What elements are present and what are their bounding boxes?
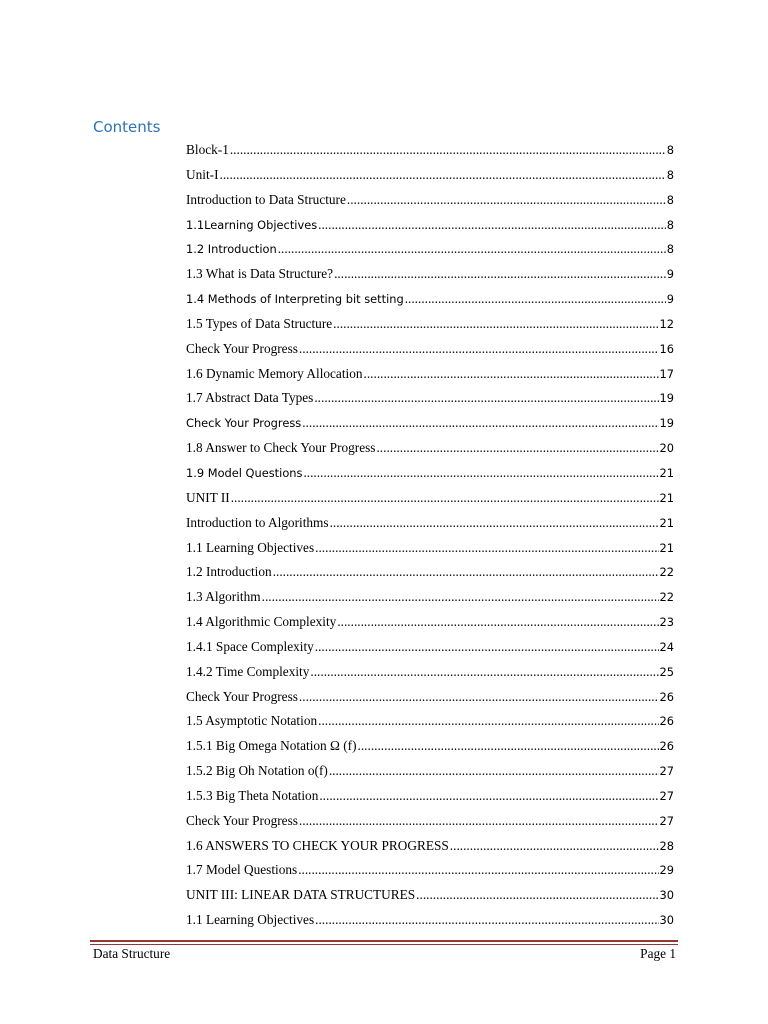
toc-entry[interactable] bbox=[186, 908, 674, 933]
toc-dot-leader bbox=[358, 734, 659, 759]
toc-entry-title: Block-1 bbox=[186, 142, 229, 157]
footer-document-title: Data Structure bbox=[93, 946, 171, 961]
toc-entry-title: 1.7 Abstract Data Types bbox=[186, 390, 314, 406]
toc-entry-page: 28 bbox=[659, 838, 674, 853]
toc-entry[interactable] bbox=[186, 436, 674, 461]
toc-entry[interactable] bbox=[186, 188, 674, 213]
toc-entry-title: 1.5.3 Big Theta Notation bbox=[186, 787, 319, 803]
toc-entry-page: 25 bbox=[659, 664, 674, 679]
toc-entry-title: Check Your Progress bbox=[186, 340, 298, 356]
toc-dot-leader bbox=[364, 362, 659, 387]
toc-entry-page: 8 bbox=[666, 217, 674, 232]
toc-entry[interactable] bbox=[186, 337, 674, 362]
toc-entry-title: Check Your Progress bbox=[186, 812, 298, 828]
toc-entry[interactable] bbox=[186, 237, 674, 262]
toc-entry-page: 16 bbox=[659, 341, 674, 356]
toc-entry-title: Check Your Progress bbox=[186, 416, 302, 431]
footer-rule-thin bbox=[90, 944, 678, 945]
toc-entry[interactable] bbox=[186, 486, 674, 511]
toc-entry[interactable] bbox=[186, 163, 674, 188]
footer-rule-thick bbox=[90, 940, 678, 942]
toc-entry-title: UNIT II bbox=[186, 489, 230, 505]
toc-dot-leader bbox=[319, 784, 658, 809]
toc-entry[interactable] bbox=[186, 536, 674, 561]
toc-entry-title: 1.9 Model Questions bbox=[186, 465, 303, 480]
toc-dot-leader bbox=[310, 660, 658, 685]
toc-entry[interactable] bbox=[186, 213, 674, 238]
toc-dot-leader bbox=[230, 138, 666, 163]
toc-entry-page: 8 bbox=[666, 143, 674, 157]
toc-entry-page: 20 bbox=[659, 441, 674, 456]
toc-entry[interactable] bbox=[186, 784, 674, 809]
toc-entry-page: 17 bbox=[659, 366, 674, 381]
toc-entry-page: 30 bbox=[659, 888, 674, 903]
toc-entry[interactable] bbox=[186, 287, 674, 312]
toc-entry-page: 21 bbox=[659, 540, 674, 555]
toc-entry-page: 8 bbox=[666, 167, 674, 182]
toc-dot-leader bbox=[318, 213, 666, 238]
toc-entry-page: 27 bbox=[659, 813, 674, 828]
toc-entry-title: 1.4.1 Space Complexity bbox=[186, 638, 314, 654]
toc-entry[interactable] bbox=[186, 734, 674, 759]
toc-entry-title: 1.5.1 Big Omega Notation Ω (f) bbox=[186, 738, 357, 754]
toc-entry-title: 1.4.2 Time Complexity bbox=[186, 663, 310, 679]
toc-entry[interactable] bbox=[186, 585, 674, 610]
toc-entry-title: 1.3 What is Data Structure? bbox=[186, 266, 334, 282]
toc-entry[interactable] bbox=[186, 312, 674, 337]
toc-entry[interactable] bbox=[186, 858, 674, 883]
toc-dot-leader bbox=[330, 511, 659, 536]
toc-dot-leader bbox=[302, 411, 658, 436]
toc-dot-leader bbox=[405, 287, 666, 312]
table-of-contents bbox=[186, 138, 674, 933]
toc-entry-title: 1.2 Introduction bbox=[186, 564, 272, 580]
toc-dot-leader bbox=[315, 635, 659, 660]
toc-entry-page: 27 bbox=[659, 788, 674, 803]
toc-entry-page: 26 bbox=[659, 739, 674, 754]
footer-page-number: Page 1 bbox=[640, 946, 676, 961]
toc-dot-leader bbox=[231, 486, 659, 511]
toc-entry-title: 1.4 Algorithmic Complexity bbox=[186, 614, 337, 630]
toc-entry-page: 12 bbox=[659, 316, 674, 331]
toc-dot-leader bbox=[314, 386, 658, 411]
toc-dot-leader bbox=[329, 759, 659, 784]
toc-entry-title: Introduction to Data Structure bbox=[186, 191, 346, 207]
toc-entry-page: 9 bbox=[666, 292, 674, 307]
toc-entry[interactable] bbox=[186, 411, 674, 436]
toc-entry[interactable] bbox=[186, 883, 674, 908]
toc-entry-page: 22 bbox=[659, 590, 674, 605]
toc-dot-leader bbox=[303, 461, 658, 486]
toc-entry-page: 21 bbox=[659, 465, 674, 480]
toc-entry-title: 1.6 ANSWERS TO CHECK YOUR PROGRESS bbox=[186, 837, 449, 853]
toc-dot-leader bbox=[333, 312, 658, 337]
toc-entry[interactable] bbox=[186, 709, 674, 734]
toc-entry-page: 27 bbox=[659, 764, 674, 779]
toc-entry[interactable] bbox=[186, 511, 674, 536]
toc-entry[interactable] bbox=[186, 685, 674, 710]
toc-dot-leader bbox=[315, 908, 658, 933]
toc-entry[interactable] bbox=[186, 635, 674, 660]
toc-dot-leader bbox=[450, 834, 659, 859]
toc-entry-page: 8 bbox=[666, 192, 674, 207]
toc-dot-leader bbox=[318, 709, 658, 734]
toc-dot-leader bbox=[299, 337, 659, 362]
toc-entry[interactable] bbox=[186, 809, 674, 834]
toc-entry-page: 19 bbox=[659, 391, 674, 406]
toc-entry-title: Check Your Progress bbox=[186, 688, 298, 704]
toc-entry-title: 1.5 Types of Data Structure bbox=[186, 315, 333, 331]
toc-entry[interactable] bbox=[186, 138, 674, 163]
toc-entry-title: UNIT III: LINEAR DATA STRUCTURES bbox=[186, 887, 416, 903]
toc-dot-leader bbox=[299, 685, 659, 710]
toc-entry-title: 1.7 Model Questions bbox=[186, 862, 298, 878]
toc-entry-title: Unit-I bbox=[186, 166, 219, 182]
toc-entry[interactable] bbox=[186, 834, 674, 859]
toc-entry-title: 1.4 Methods of Interpreting bit setting bbox=[186, 292, 404, 307]
contents-heading: Contents bbox=[93, 118, 161, 136]
toc-dot-leader bbox=[278, 237, 666, 262]
toc-dot-leader bbox=[416, 883, 658, 908]
toc-dot-leader bbox=[337, 610, 658, 635]
toc-entry[interactable] bbox=[186, 560, 674, 585]
toc-entry-page: 8 bbox=[666, 242, 674, 257]
toc-dot-leader bbox=[347, 188, 666, 213]
toc-entry-page: 29 bbox=[659, 863, 674, 878]
toc-dot-leader bbox=[262, 585, 659, 610]
toc-entry-page: 30 bbox=[659, 913, 674, 928]
toc-dot-leader bbox=[376, 436, 658, 461]
toc-entry-title: 1.8 Answer to Check Your Progress bbox=[186, 440, 376, 456]
toc-entry-title: 1.1 Learning Objectives bbox=[186, 912, 315, 928]
toc-dot-leader bbox=[334, 262, 666, 287]
toc-entry-page: 22 bbox=[659, 565, 674, 580]
toc-entry-page: 23 bbox=[659, 615, 674, 630]
toc-entry-title: 1.6 Dynamic Memory Allocation bbox=[186, 365, 363, 381]
toc-entry[interactable] bbox=[186, 386, 674, 411]
toc-entry-title: 1.3 Algorithm bbox=[186, 589, 261, 605]
toc-dot-leader bbox=[220, 163, 666, 188]
toc-entry-title: Introduction to Algorithms bbox=[186, 514, 329, 530]
toc-entry[interactable] bbox=[186, 759, 674, 784]
toc-entry[interactable] bbox=[186, 262, 674, 287]
toc-entry-title: 1.1 Learning Objectives bbox=[186, 539, 315, 555]
toc-entry[interactable] bbox=[186, 461, 674, 486]
toc-dot-leader bbox=[273, 560, 659, 585]
toc-entry-title: 1.1Learning Objectives bbox=[186, 217, 318, 232]
toc-entry[interactable] bbox=[186, 660, 674, 685]
toc-entry[interactable] bbox=[186, 610, 674, 635]
toc-entry[interactable] bbox=[186, 362, 674, 387]
toc-entry-title: 1.2 Introduction bbox=[186, 242, 277, 257]
toc-entry-page: 21 bbox=[659, 515, 674, 530]
toc-entry-page: 26 bbox=[659, 689, 674, 704]
toc-dot-leader bbox=[315, 536, 658, 561]
toc-entry-page: 21 bbox=[659, 490, 674, 505]
toc-entry-title: 1.5.2 Big Oh Notation o(f) bbox=[186, 763, 328, 779]
toc-dot-leader bbox=[298, 858, 658, 883]
toc-entry-page: 19 bbox=[659, 416, 674, 431]
toc-entry-page: 24 bbox=[659, 639, 674, 654]
toc-entry-page: 9 bbox=[666, 267, 674, 282]
toc-entry-title: 1.5 Asymptotic Notation bbox=[186, 713, 318, 729]
toc-dot-leader bbox=[299, 809, 659, 834]
toc-entry-page: 26 bbox=[659, 714, 674, 729]
